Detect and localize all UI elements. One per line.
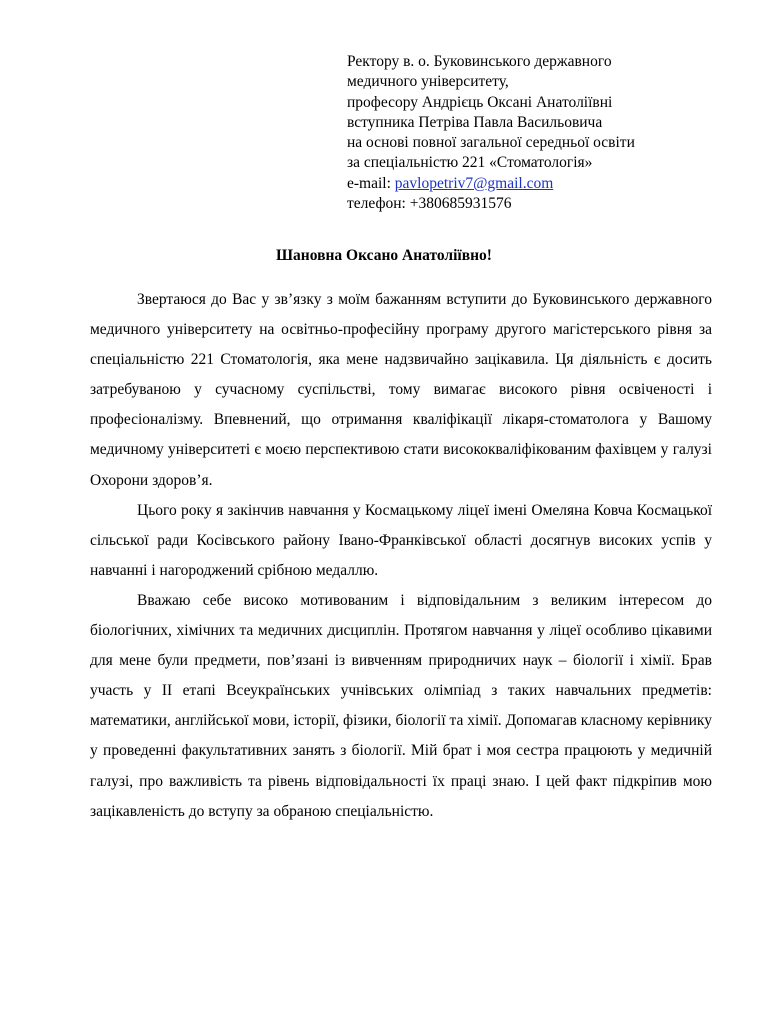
email-link[interactable]: pavlopetriv7@gmail.com [394,174,554,192]
addressee-line: Ректору в. о. Буковинського державного [347,53,612,70]
email-line [347,174,727,194]
addressee-line: за спеціальністю 221 «Стоматологія» [347,154,593,172]
addressee-block [347,52,727,214]
email-label: e-mail: [347,174,395,192]
body-paragraph: Цього року я закінчив навчання у Космацькому ліцеї імені Омеляна Ковча Космацької сільської ради Косівського району Івано-Франківської області досягнув високих успів у навчанні і нагороджений срібною медаллю. [90,501,712,579]
letter-body [90,285,712,827]
addressee-line: професору Андрієць Оксані Анатоліївні [347,93,613,111]
phone-line: телефон: +380685931576 [347,195,512,213]
addressee-line: на основі повної загальної середньої освіти [347,134,635,152]
salutation-heading: Шановна Оксано Анатоліївно! [276,247,492,264]
body-paragraph: Вважаю себе високо мотивованим і відповідальним з великим інтересом до біологічних, хімічних та медичних дисциплін. Протягом навчання у ліцеї особливо цікавими для мене були предмети, пов’язані із вивченням природничих наук – біології і хімії. Брав участь у ІІ етапі Всеукраїнських учнівських олімпіад з таких навчальних предметів: математики, англійської мови, історії, фізики, біології та хімії. Допомагав класному керівнику у проведенні факультативних занять з біології. Мій брат і моя сестра працюють у медичній галузі, про важливість та рівень відповідальності їх праці знаю. І цей факт підкріпив мою зацікавленість до вступу за обраною спеціальністю. [90,591,712,820]
body-paragraph: Звертаюся до Вас у зв’язку з моїм бажанням вступити до Буковинського державного медичного університету на освітньо-професійну програму другого магістерського рівня за спеціальністю 221 Стоматологія, яка мене надзвичайно зацікавила. Ця діяльність є досить затребуваною у сучасному суспільстві, тому вимагає високого рівня освіченості і професіоналізму. Впевнений, що отримання кваліфікації лікаря-стоматолога у Вашому медичному університеті є моєю перспективою стати висококваліфікованим фахівцем у галузі Охорони здоров’я. [90,291,712,489]
addressee-line: вступника Петріва Павла Васильовича [347,113,603,131]
addressee-line: медичного університету, [347,73,509,91]
